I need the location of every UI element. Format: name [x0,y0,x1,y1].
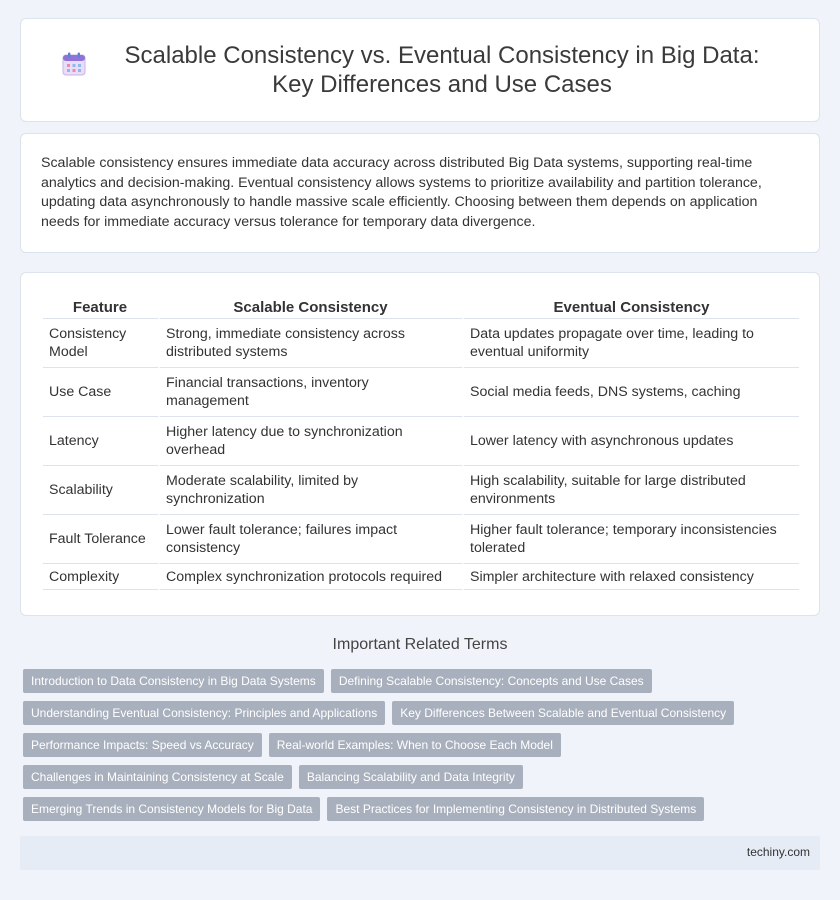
related-term-tag[interactable]: Real-world Examples: When to Choose Each Model [269,733,561,757]
related-terms-title: Important Related Terms [332,636,508,653]
page-title: Scalable Consistency vs. Eventual Consistency in Big Data: Key Differences and Use Cases [124,42,760,98]
intro-text: Scalable consistency ensures immediate data accuracy across distributed Big Data systems, supporting real-time analytics and decision-making. Eventual consistency allows systems to prioritize availability and partition tolerance, updating data asynchronously to handle massive scale efficiently. Choosing between them depends on application needs for immediate accuracy versus tolerance for temporary data divergence. [41,155,762,230]
table-cell: Simpler architecture with relaxed consistency [464,564,799,590]
table-cell: Social media feeds, DNS systems, caching [464,368,799,417]
table-cell: Lower fault tolerance; failures impact consistency [160,515,464,564]
table-row [43,319,799,368]
table-cell: Strong, immediate consistency across distributed systems [160,319,464,368]
table-cell: Scalability [43,466,160,515]
table-cell: Moderate scalability, limited by synchronization [160,466,464,515]
related-term-tag[interactable]: Understanding Eventual Consistency: Principles and Applications [23,701,385,725]
table-row [43,417,799,466]
related-term-tag[interactable]: Defining Scalable Consistency: Concepts and Use Cases [331,669,652,693]
table-cell: Consistency Model [43,319,160,368]
calendar-icon [61,51,87,77]
table-cell: Higher latency due to synchronization overhead [160,417,464,466]
table-cell: Use Case [43,368,160,417]
table-cell: Latency [43,417,160,466]
title-card [20,18,820,122]
table-cell: Data updates propagate over time, leading to eventual uniformity [464,319,799,368]
tag-row [23,765,813,789]
header-scalable-consistency: Scalable Consistency [160,295,464,319]
header-feature: Feature [43,295,160,319]
table-cell: Financial transactions, inventory management [160,368,464,417]
footer-site-link[interactable]: techiny.com [746,845,810,859]
table-header-row [43,295,799,319]
tag-row [23,701,813,725]
related-term-tag[interactable]: Key Differences Between Scalable and Eventual Consistency [392,701,734,725]
related-term-tag[interactable]: Introduction to Data Consistency in Big Data Systems [23,669,324,693]
related-term-tag[interactable]: Best Practices for Implementing Consistency in Distributed Systems [327,797,704,821]
table-cell: Lower latency with asynchronous updates [464,417,799,466]
related-term-tag[interactable]: Emerging Trends in Consistency Models for Big Data [23,797,320,821]
table-cell: Complexity [43,564,160,590]
related-term-tag[interactable]: Performance Impacts: Speed vs Accuracy [23,733,262,757]
intro-card [20,133,820,253]
table-row [43,515,799,564]
table-cell: Fault Tolerance [43,515,160,564]
table-row [43,368,799,417]
table-cell: Complex synchronization protocols required [160,564,464,590]
header-eventual-consistency: Eventual Consistency [464,295,799,319]
table-row [43,466,799,515]
related-term-tag[interactable]: Balancing Scalability and Data Integrity [299,765,523,789]
comparison-table [43,295,799,590]
related-term-tag[interactable]: Challenges in Maintaining Consistency at Scale [23,765,292,789]
related-terms-list [23,669,813,829]
footer [20,836,820,870]
tag-row [23,733,813,757]
table-row [43,564,799,590]
table-cell: Higher fault tolerance; temporary inconsistencies tolerated [464,515,799,564]
table-cell: High scalability, suitable for large distributed environments [464,466,799,515]
comparison-table-card [20,272,820,616]
tag-row [23,669,813,693]
tag-row [23,797,813,821]
